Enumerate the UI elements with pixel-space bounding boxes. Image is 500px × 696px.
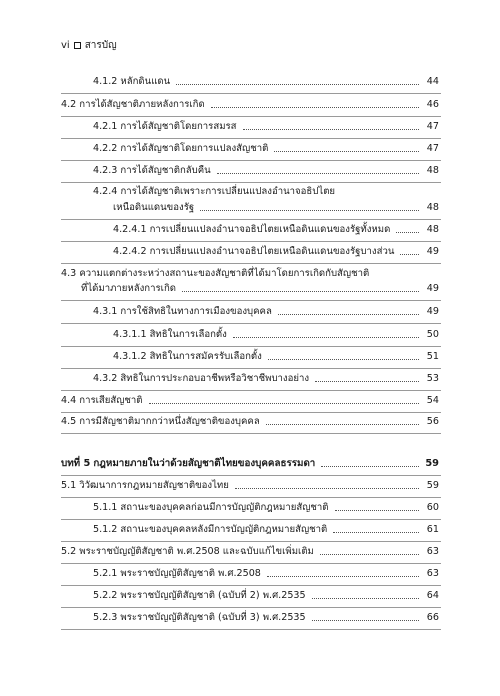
divider (61, 390, 441, 391)
divider (61, 346, 441, 347)
divider (61, 541, 441, 542)
divider (61, 182, 441, 183)
toc-entry[interactable]: 4.2.4.1 การเปลี่ยนแปลงอำนาจอธิปไตยเหนือดินแดนของรัฐทั้งหมด 48 (113, 224, 439, 235)
toc-entry[interactable]: ที่ได้มาภายหลังการเกิด 49 (81, 283, 439, 294)
toc-entry[interactable]: 4.4 การเสียสัญชาติ 54 (61, 395, 439, 406)
divider (61, 138, 441, 139)
divider (61, 563, 441, 564)
toc-entry[interactable]: 4.3.1 การใช้สิทธิในทางการเมืองของบุคคล 49 (93, 306, 439, 317)
divider (61, 300, 441, 301)
toc-entry[interactable]: 5.1.2 สถานะของบุคคลหลังมีการบัญญัติกฎหมายสัญชาติ 61 (93, 524, 439, 535)
running-head (61, 38, 117, 53)
toc-entry[interactable]: 4.5 การมีสัญชาติมากกว่าหนึ่งสัญชาติของบุคคล 56 (61, 416, 439, 427)
divider (61, 585, 441, 586)
toc-entry[interactable]: เหนือดินแดนของรัฐ 48 (113, 202, 439, 213)
toc-entry[interactable]: 5.2 พระราชบัญญัติสัญชาติ พ.ศ.2508 และฉบับแก้ไขเพิ่มเติม 63 (61, 546, 439, 557)
divider (61, 219, 441, 220)
toc-entry[interactable]: 5.2.3 พระราชบัญญัติสัญชาติ (ฉบับที่ 3) พ.ศ.2535 66 (93, 612, 439, 623)
toc-entry[interactable]: 4.2.4.2 การเปลี่ยนแปลงอำนาจอธิปไตยเหนือดินแดนของรัฐบางส่วน 49 (113, 246, 439, 257)
square-bullet-icon (74, 42, 81, 49)
toc-entry[interactable]: 5.2.1 พระราชบัญญัติสัญชาติ พ.ศ.2508 63 (93, 568, 439, 579)
divider (61, 412, 441, 413)
toc-entry[interactable]: 4.3.1.1 สิทธิในการเลือกตั้ง 50 (113, 329, 439, 340)
divider (61, 497, 441, 498)
divider (61, 519, 441, 520)
running-head-title: สารบัญ (84, 40, 117, 51)
divider (61, 629, 441, 630)
divider (61, 475, 441, 476)
toc-entry-first-line: 4.3 ความแตกต่างระหว่างสถานะของสัญชาติที่ได้มาโดยการเกิดกับสัญชาติ (61, 268, 370, 279)
page-number: vi (61, 40, 70, 51)
toc-entry[interactable]: 4.2.2 การได้สัญชาติโดยการแปลงสัญชาติ 47 (93, 143, 439, 154)
toc-entry[interactable]: 5.2.2 พระราชบัญญัติสัญชาติ (ฉบับที่ 2) พ.ศ.2535 64 (93, 590, 439, 601)
divider (61, 241, 441, 242)
toc-entry[interactable]: 4.2.3 การได้สัญชาติกลับคืน 48 (93, 165, 439, 176)
divider (61, 607, 441, 608)
toc-entry[interactable]: 5.1.1 สถานะของบุคคลก่อนมีการบัญญัติกฎหมายสัญชาติ 60 (93, 502, 439, 513)
toc-entry[interactable]: 5.1 วิวัฒนาการกฎหมายสัญชาติของไทย 59 (61, 480, 439, 491)
divider (61, 263, 441, 264)
toc-entry[interactable]: 4.3.2 สิทธิในการประกอบอาชีพหรือวิชาชีพบางอย่าง 53 (93, 373, 439, 384)
divider (61, 116, 441, 117)
toc-entry[interactable]: 4.1.2 หลักดินแดน 44 (93, 76, 439, 87)
divider (61, 93, 441, 94)
toc-chapter-entry[interactable]: บทที่ 5 กฎหมายภายในว่าด้วยสัญชาติไทยของบุคคลธรรมดา 59 (61, 458, 439, 469)
toc-entry-first-line: 4.2.4 การได้สัญชาติเพราะการเปลี่ยนแปลงอำนาจอธิปไตย (93, 186, 336, 197)
toc-entry[interactable]: 4.3.1.2 สิทธิในการสมัครรับเลือกตั้ง 51 (113, 351, 439, 362)
toc-entry[interactable]: 4.2.1 การได้สัญชาติโดยการสมรส 47 (93, 121, 439, 132)
divider (61, 160, 441, 161)
divider (61, 323, 441, 324)
toc-entry[interactable]: 4.2 การได้สัญชาติภายหลังการเกิด 46 (61, 99, 439, 110)
divider (61, 368, 441, 369)
divider (61, 433, 441, 434)
